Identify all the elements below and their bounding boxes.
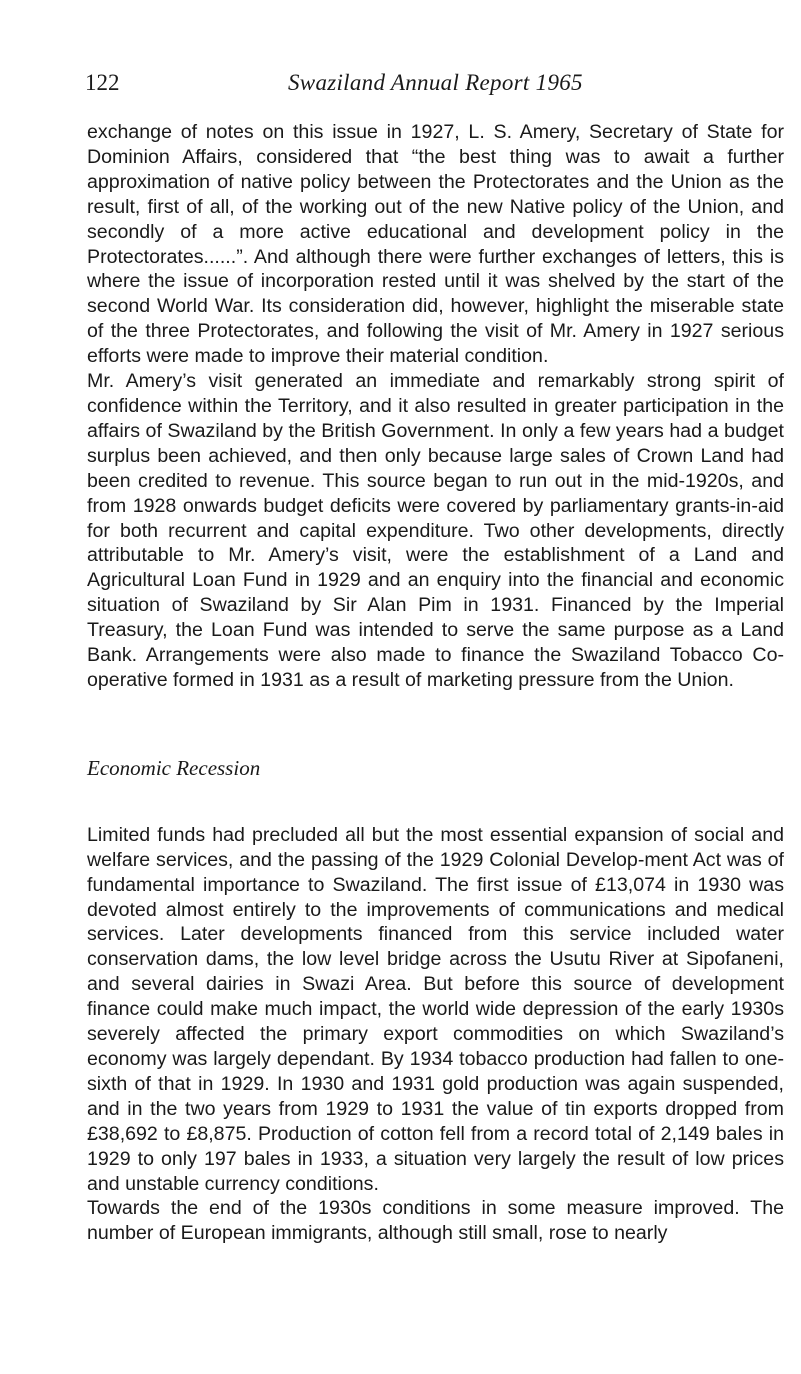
paragraph-towards-end: Towards the end of the 1930s conditions in some measure improved. The number of European immigrants, although still small, rose to nearly [87,1197,784,1245]
paragraph-limited-funds: Limited funds had precluded all but the most essential expansion of social and welfare services, and the passing of the 1929 Colonial Develop-ment Act was of fundamental importance to Swaziland. The first issue of £13,074 in 1930 was devoted almost entirely to the improvements of communications and medical services. Later developments financed from this service included water conservation dams, the low level bridge across the Usutu River at Sipofaneni, and several dairies in Swazi Area. But before this source of development finance could make much impact, the world wide depression of the early 1930s severely affected the primary export commodities on which Swaziland’s economy was largely dependant. By 1934 tobacco production had fallen to one-sixth of that in 1929. In 1930 and 1931 gold production was again suspended, and in the two years from 1929 to 1931 the value of tin exports dropped from £38,692 to £8,875. Production of cotton fell from a record total of 2,149 bales in 1929 to only 197 bales in 1933, a situation very largely the result of low prices and unstable currency conditions. [87,823,784,1195]
paragraph-amery-visit: Mr. Amery’s visit generated an immediate and remarkably strong spirit of confidence within the Territory, and it also resulted in greater participation in the affairs of Swaziland by the British Government. In only a few years had a budget surplus been achieved, and then only because large sales of Crown Land had been credited to revenue. This source began to run out in the mid-1920s, and from 1928 onwards budget deficits were covered by parliamentary grants-in-aid for both recurrent and capital expenditure. Two other developments, directly attributable to Mr. Amery’s visit, were the establishment of a Land and Agricultural Loan Fund in 1929 and an enquiry into the financial and economic situation of Swaziland by Sir Alan Pim in 1931. Financed by the Imperial Treasury, the Loan Fund was intended to serve the same purpose as a Land Bank. Arrangements were also made to finance the Swaziland Tobacco Co-operative formed in 1931 as a result of marketing pressure from the Union. [87,370,784,691]
body-text [87,120,784,1246]
running-head [85,68,785,98]
running-title: Swaziland Annual Report 1965 [288,70,583,95]
page-number: 122 [85,70,120,95]
paragraph-amery-notes: exchange of notes on this issue in 1927, L. S. Amery, Secretary of State for Dominion Affairs, considered that “the best thing was to await a further approximation of native policy between the Protectorates and the Union as the result, first of all, of the working out of the new Native policy of the Union, and secondly of a more active educational and development policy in the Protectorates......”. And although there were further exchanges of letters, this is where the issue of incorporation rested until it was shelved by the start of the second World War. Its consideration did, however, highlight the miserable state of the three Protectorates, and following the visit of Mr. Amery in 1927 serious efforts were made to improve their material condition. [87,121,784,368]
section-heading: Economic Recession [87,755,261,780]
